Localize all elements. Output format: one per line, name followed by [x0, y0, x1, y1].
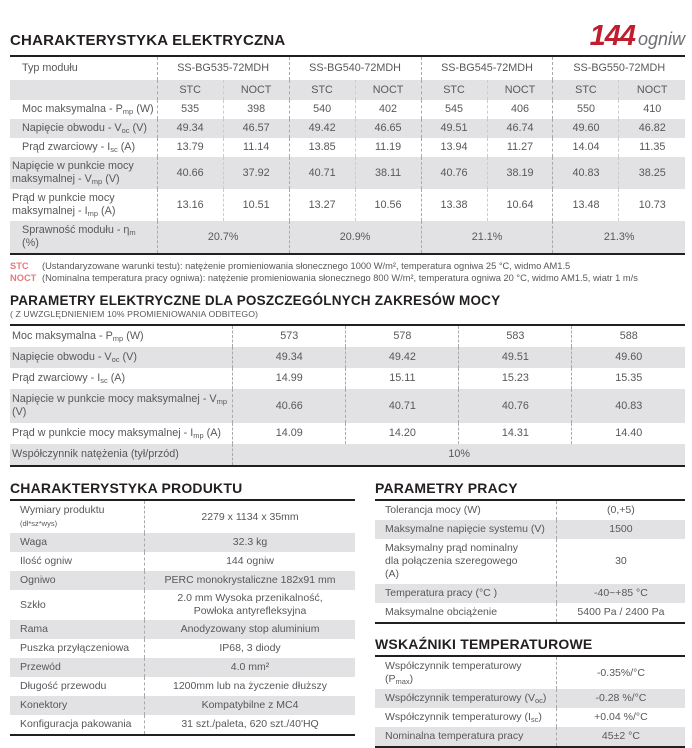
row-label: Konektory: [20, 699, 68, 711]
row-label-subscript: sc: [100, 376, 108, 385]
row-label: Waga: [20, 536, 48, 548]
module-type-label: Typ modułu: [22, 62, 78, 74]
noct-header: NOCT: [355, 80, 421, 100]
table-row: [10, 326, 685, 347]
table-row: [10, 571, 355, 590]
row-label-text: Moc maksymalna - P: [22, 103, 123, 115]
row-label-subscript: mp: [193, 431, 204, 440]
cell-count-number: 144: [589, 20, 635, 52]
cell: 46.65: [355, 119, 421, 138]
row-label-subscript: sc: [530, 715, 539, 724]
row-label-text: Prąd zwarciowy - I: [22, 141, 111, 153]
cell: 11.19: [355, 138, 421, 157]
cell: 32.3 kg: [145, 533, 355, 552]
row-label-text: Prąd w punkcie mocy maksymalnej - I: [12, 427, 194, 439]
cell: 14.09: [233, 423, 346, 444]
row-label-unit: (A): [117, 141, 136, 153]
ratio-row: [10, 444, 685, 466]
cell: 15.23: [459, 368, 572, 389]
cell: Anodyzowany stop aluminium: [145, 620, 355, 639]
empty-cell: [10, 80, 157, 100]
cell: -0.35%/°C: [556, 657, 685, 689]
row-label-text: Sprawność modułu - η: [22, 224, 130, 236]
row-label-subscript: mp: [87, 209, 99, 218]
cell: Kompatybilne z MC4: [145, 696, 355, 715]
table-row: [10, 100, 685, 119]
cell: 49.51: [459, 347, 572, 368]
page-title: CHARAKTERYSTYKA ELEKTRYCZNA: [10, 32, 286, 49]
cell: 578: [346, 326, 459, 347]
stc-note: [10, 260, 685, 272]
row-label-text: Napięcie w punkcie mocy maksymalnej - V: [12, 393, 217, 405]
cell: 15.35: [572, 368, 685, 389]
cell: 10.56: [355, 189, 421, 221]
cell: 410: [619, 100, 685, 119]
cell: 2279 x 1134 x 35mm: [145, 501, 355, 533]
operating-title: PARAMETRY PRACY: [375, 480, 518, 496]
bottom-columns: [10, 480, 685, 748]
cell: (0,+5): [556, 501, 685, 520]
row-label: [10, 368, 233, 389]
row-label: [10, 423, 233, 444]
row-label: Rama: [20, 623, 49, 635]
temperature-table: [375, 657, 685, 748]
cell: 13.79: [157, 138, 223, 157]
cell: 49.51: [421, 119, 487, 138]
row-label-close: ): [542, 692, 547, 704]
table-row: [375, 501, 685, 520]
table-row: [10, 119, 685, 138]
cell: PERC monokrystaliczne 182x91 mm: [145, 571, 355, 590]
noct-header: NOCT: [223, 80, 289, 100]
row-label-unit: (W): [133, 103, 154, 115]
row-label-text: Napięcie obwodu - V: [22, 122, 122, 134]
cell: 20.7%: [157, 221, 289, 254]
cell-count-unit: ogniw: [637, 29, 685, 49]
cell: 46.82: [619, 119, 685, 138]
row-label: [10, 501, 145, 533]
power-ranges-table: [10, 326, 685, 467]
noct-header: NOCT: [487, 80, 553, 100]
cell: 402: [355, 100, 421, 119]
power-ranges-title: PARAMETRY ELEKTRYCZNE DLA POSZCZEGÓLNYCH ZAKRESÓW MOCY: [10, 293, 501, 308]
row-label: Ogniwo: [20, 574, 56, 586]
datasheet-page: [0, 20, 692, 748]
table-row: [375, 584, 685, 603]
row-label-subscript: max: [395, 677, 410, 686]
table-row: [10, 157, 685, 189]
table-row: [10, 189, 685, 221]
cell: 31 szt./paleta, 620 szt./40'HQ: [145, 715, 355, 735]
row-label-unit: (%): [22, 237, 39, 249]
row-label-unit: (A): [203, 427, 222, 439]
electrical-table: [10, 57, 685, 255]
row-label-subscript: sc: [110, 145, 118, 154]
cell: IP68, 3 diody: [145, 639, 355, 658]
section-header-electrical: [10, 20, 685, 57]
cell: 540: [289, 100, 355, 119]
cell: 10.51: [223, 189, 289, 221]
cell: 40.71: [289, 157, 355, 189]
row-label: Maksymalne napięcie systemu (V): [385, 523, 545, 535]
cell: 2.0 mm Wysoka przenikalność, Powłoka antyrefleksyjna: [145, 590, 355, 620]
cell: 13.94: [421, 138, 487, 157]
row-label: Konfiguracja pakowania: [20, 718, 132, 730]
condition-header-row: [10, 80, 685, 100]
row-label: [10, 347, 233, 368]
cell: 13.85: [289, 138, 355, 157]
cell: 37.92: [223, 157, 289, 189]
stc-note-tag: STC: [10, 261, 29, 271]
cell: 38.19: [487, 157, 553, 189]
cell: 11.14: [223, 138, 289, 157]
row-label: [375, 657, 556, 689]
cell: 13.38: [421, 189, 487, 221]
module-type-row: [10, 57, 685, 80]
section-header-temperature: [375, 636, 685, 657]
stc-header: STC: [157, 80, 223, 100]
cell: -40~+85 °C: [556, 584, 685, 603]
module-name: SS-BG540-72MDH: [289, 57, 421, 80]
table-row: [375, 520, 685, 539]
product-table: [10, 501, 355, 736]
cell: 545: [421, 100, 487, 119]
cell: 38.11: [355, 157, 421, 189]
stc-note-text: (Ustandaryzowane warunki testu): natężenie promieniowania słonecznego 1000 W/m², temperatura ogniwa 25 °C, widmo AM1.5: [42, 261, 571, 271]
table-row: [10, 552, 355, 571]
table-row: [10, 389, 685, 423]
cell: 1500: [556, 520, 685, 539]
cell: 11.35: [619, 138, 685, 157]
cell: 13.27: [289, 189, 355, 221]
cell: 573: [233, 326, 346, 347]
temperature-title: WSKAŹNIKI TEMPERATUROWE: [375, 636, 593, 652]
module-name: SS-BG535-72MDH: [157, 57, 289, 80]
row-label-text: Napięcie obwodu - V: [12, 351, 112, 363]
cell: 144 ogniw: [145, 552, 355, 571]
row-label-close: ): [538, 711, 542, 723]
table-row: [10, 138, 685, 157]
cell: 13.48: [553, 189, 619, 221]
cell: 13.16: [157, 189, 223, 221]
cell: 14.04: [553, 138, 619, 157]
row-label: Szkło: [20, 598, 46, 611]
row-label-unit: (A): [107, 372, 126, 384]
table-row: [10, 533, 355, 552]
operating-table: [375, 501, 685, 624]
cell: 14.40: [572, 423, 685, 444]
module-name: SS-BG545-72MDH: [421, 57, 553, 80]
cell: 45±2 °C: [556, 727, 685, 747]
row-label: [10, 119, 157, 138]
cell: 49.34: [157, 119, 223, 138]
row-label-subscript: m: [129, 228, 136, 237]
operating-section: [375, 480, 685, 748]
cell: 588: [572, 326, 685, 347]
row-label: Długość przewodu: [20, 680, 107, 692]
cell: +0.04 %/°C: [556, 708, 685, 727]
table-row: [10, 347, 685, 368]
module-name: SS-BG550-72MDH: [553, 57, 685, 80]
row-label-text: Współczynnik temperaturowy (V: [385, 692, 535, 704]
row-label: [10, 221, 157, 254]
table-row: [10, 639, 355, 658]
row-label-subscript: mp: [122, 107, 134, 116]
row-label-subscript: mp: [112, 334, 124, 343]
cell: 14.20: [346, 423, 459, 444]
row-label-unit: (V): [129, 122, 147, 134]
row-label-unit: (A): [98, 205, 116, 217]
row-label: [10, 189, 157, 221]
cell: 38.25: [619, 157, 685, 189]
table-row: [10, 423, 685, 444]
row-label: [10, 389, 233, 423]
cell: 10.73: [619, 189, 685, 221]
stc-header: STC: [421, 80, 487, 100]
test-condition-notes: [10, 260, 685, 284]
row-label: [10, 100, 157, 119]
row-label-text: Prąd zwarciowy - I: [12, 372, 101, 384]
cell: 10%: [233, 444, 685, 466]
table-row: [375, 727, 685, 747]
cell: 40.76: [421, 157, 487, 189]
row-label-text: Moc maksymalna - P: [12, 330, 113, 342]
cell: 398: [223, 100, 289, 119]
row-label: Przewód: [20, 661, 61, 673]
cell: 40.71: [346, 389, 459, 423]
product-title: CHARAKTERYSTYKA PRODUKTU: [10, 480, 243, 496]
row-label-unit: (V): [119, 351, 137, 363]
efficiency-row: [10, 221, 685, 254]
row-label-text: Wymiary produktu: [20, 504, 105, 516]
cell: 11.27: [487, 138, 553, 157]
row-label: Tolerancja mocy (W): [385, 504, 481, 516]
row-label-subscript: oc: [534, 696, 543, 705]
cell: 46.57: [223, 119, 289, 138]
row-label: Temperatura pracy (°C ): [385, 587, 498, 599]
row-label: Maksymalny prąd nominalny dla połączenia szeregowego (A): [385, 542, 519, 580]
section-header-operating: [375, 480, 685, 501]
cell: 20.9%: [289, 221, 421, 254]
noct-note-text: (Nominalna temperatura pracy ogniwa): natężenie promieniowania słonecznego 800 W/m², temperatura ogniwa 20 °C, widmo AM1.5, wiatr 1 m/s: [42, 273, 638, 283]
cell: 40.66: [157, 157, 223, 189]
cell: 406: [487, 100, 553, 119]
stc-header: STC: [289, 80, 355, 100]
row-label: [10, 138, 157, 157]
stc-header: STC: [553, 80, 619, 100]
cell: -0.28 %/°C: [556, 689, 685, 708]
cell: 40.66: [233, 389, 346, 423]
row-label-unit: (V): [102, 173, 120, 185]
cell: 10.64: [487, 189, 553, 221]
section-header-power-ranges: [10, 293, 685, 319]
cell: 5400 Pa / 2400 Pa: [556, 603, 685, 623]
row-label: [10, 157, 157, 189]
cell: 49.60: [572, 347, 685, 368]
row-label-subscript: oc: [121, 126, 130, 135]
row-label-text: Napięcie w punkcie mocy maksymalnej - V: [12, 160, 134, 185]
row-label: Maksymalne obciążenie: [385, 606, 498, 618]
row-label-close: ): [409, 673, 414, 685]
cell: 14.99: [233, 368, 346, 389]
cell: 21.3%: [553, 221, 685, 254]
table-row: [10, 715, 355, 735]
cell: 1200mm lub na życzenie dłuższy: [145, 677, 355, 696]
table-row: [10, 620, 355, 639]
table-row: [375, 708, 685, 727]
table-row: [375, 603, 685, 623]
cell: 15.11: [346, 368, 459, 389]
row-label-text: Współczynnik temperaturowy (I: [385, 711, 531, 723]
row-label: Puszka przyłączeniowa: [20, 642, 130, 654]
cell: 14.31: [459, 423, 572, 444]
product-section: [10, 480, 355, 748]
row-label: Ilość ogniw: [20, 555, 72, 567]
row-label-unit: (V): [12, 406, 27, 418]
row-label-subscript: mp: [91, 177, 103, 186]
table-row: [10, 677, 355, 696]
row-label: [375, 727, 556, 747]
table-row: [10, 590, 355, 620]
cell: 49.60: [553, 119, 619, 138]
noct-note: [10, 272, 685, 284]
power-ranges-subtitle: ( Z UWZGLĘDNIENIEM 10% PROMIENIOWANIA ODBITEGO): [10, 309, 259, 319]
row-label: [375, 708, 556, 727]
cell: 40.83: [572, 389, 685, 423]
cell: 21.1%: [421, 221, 553, 254]
noct-note-tag: NOCT: [10, 273, 37, 283]
cell: 46.74: [487, 119, 553, 138]
cell: 4.0 mm²: [145, 658, 355, 677]
cell: 40.83: [553, 157, 619, 189]
row-label: [10, 326, 233, 347]
row-label-subscript: oc: [111, 355, 120, 364]
table-row: [375, 539, 685, 584]
cell: 583: [459, 326, 572, 347]
cell-count-badge: [590, 20, 685, 53]
noct-header: NOCT: [619, 80, 685, 100]
row-label-text: Prąd w punkcie mocy maksymalnej - I: [12, 192, 115, 217]
row-label-text: Nominalna temperatura pracy: [385, 730, 524, 742]
cell: 30: [556, 539, 685, 584]
table-row: [10, 501, 355, 533]
row-label: Współczynnik natężenia (tył/przód): [12, 448, 179, 460]
row-label-unit: (W): [123, 330, 144, 342]
cell: 550: [553, 100, 619, 119]
row-label-text: Współczynnik temperaturowy (P: [385, 660, 522, 685]
table-row: [375, 657, 685, 689]
table-row: [10, 368, 685, 389]
cell: 49.42: [289, 119, 355, 138]
cell: 49.42: [346, 347, 459, 368]
row-label-subscript: mp: [216, 397, 228, 406]
section-header-product: [10, 480, 355, 501]
row-label-small: (dł*sz*wys): [20, 519, 58, 528]
cell: 40.76: [459, 389, 572, 423]
cell: 535: [157, 100, 223, 119]
table-row: [10, 658, 355, 677]
cell: 49.34: [233, 347, 346, 368]
